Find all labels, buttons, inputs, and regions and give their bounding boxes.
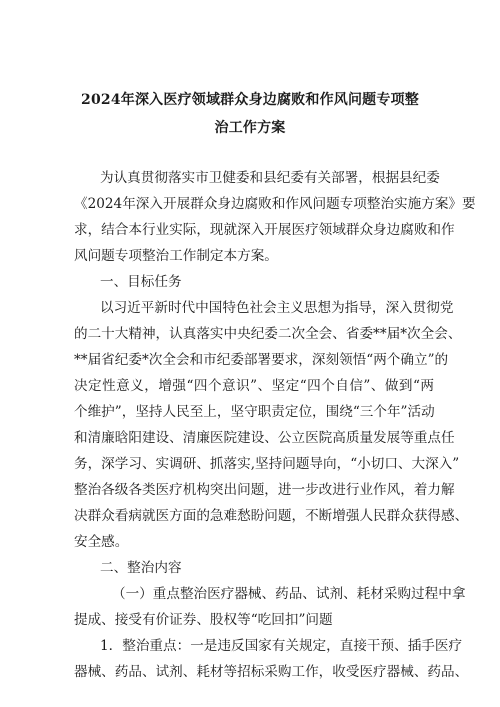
paragraph-line: （一）重点整治医疗器械、药品、试剂、耗材采购过程中拿 [112,586,466,602]
paragraph-line: 风问题专项整治工作制定本方案。 [74,248,278,264]
paragraph-line: 提成、接受有价证券、股权等“吃回扣”问题 [74,612,333,628]
paragraph-line: 决定性意义，增强“四个意识”、坚定“四个自信”、做到“两 [74,378,434,394]
paragraph-line: 和清廉晗阳建设、清廉医院建设、公立医院高质量发展等重点任 [74,430,455,446]
section-heading: 一、目标任务 [100,274,182,290]
paragraph-line: 决群众看病就医方面的急难愁盼问题，不断增强人民群众获得感、 [74,508,469,524]
paragraph-line: 器械、药品、试剂、耗材等招标采购工作，收受医疗器械、药品、 [74,664,469,680]
paragraph-line: **届省纪委*次全会和市纪委部署要求，深刻领悟“两个确立”的 [74,352,449,368]
paragraph-line: 1．整治重点：一是违反国家有关规定，直接干预、插手医疗 [100,638,463,654]
paragraph-line: 以习近平新时代中国特色社会主义思想为指导，深入贯彻党 [100,300,454,316]
paragraph-line: 的二十大精神，认真落实中央纪委二次全会、省委**届*次全会、 [74,326,462,342]
doc-title-line2: 治工作方案 [214,120,286,136]
paragraph-line: 个维护”，坚持人民至上，坚守职责定位，围绕“三个年”活动 [74,404,435,420]
paragraph-line: 为认真贯彻落实市卫健委和县纪委有关部署，根据县纪委 [100,170,440,186]
paragraph-line: 安全感。 [74,534,129,550]
paragraph-line: 整治各级各类医疗机构突出问题，进一步改进行业作风，着力解 [74,482,455,498]
paragraph-line: 求，结合本行业实际，现就深入开展医疗领域群众身边腐败和作 [74,222,455,238]
doc-title-line1: 2024年深入医疗领域群众身边腐败和作风问题专项整 [81,92,419,108]
section-heading: 二、整治内容 [100,560,182,576]
paragraph-line: 务，深学习、实调研、抓落实,坚持问题导向，“小切口、大深入” [74,456,460,472]
paragraph-line: 《2024年深入开展群众身边腐败和作风问题专项整治实施方案》要 [74,196,476,212]
